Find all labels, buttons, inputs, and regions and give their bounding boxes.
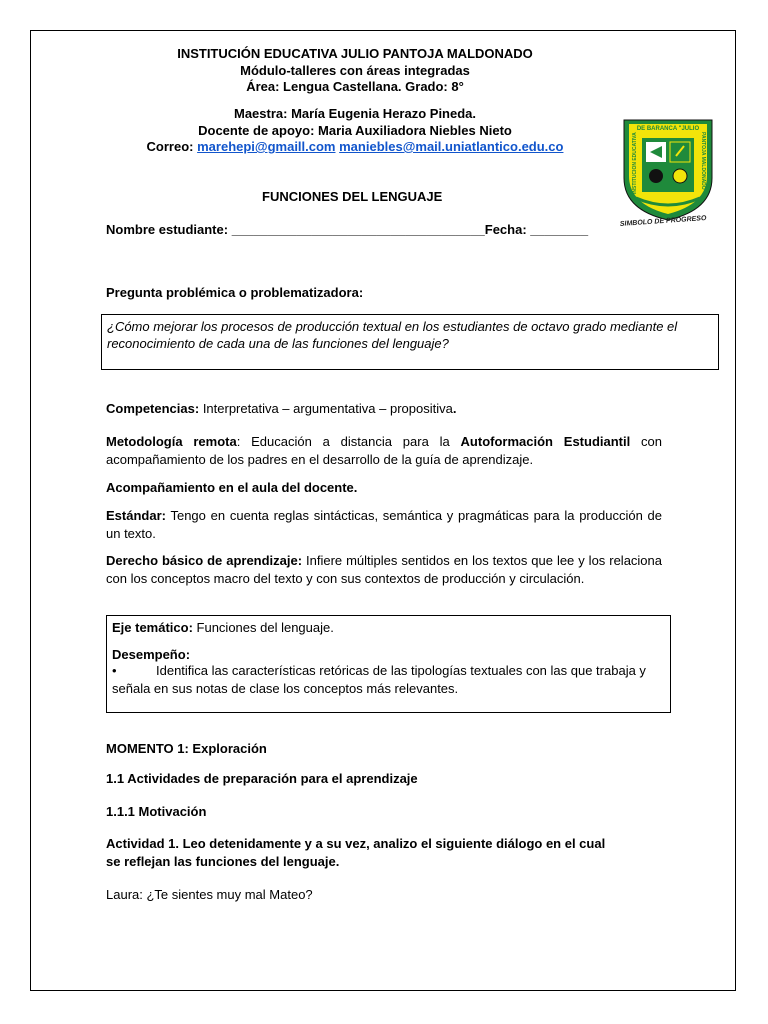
eje-tematico bbox=[112, 619, 665, 637]
name-blank[interactable]: ___________________________________ bbox=[231, 222, 485, 237]
doc-title: FUNCIONES DEL LENGUAJE bbox=[262, 189, 443, 204]
email-line bbox=[30, 139, 680, 155]
date-label: Fecha: bbox=[484, 222, 531, 237]
area-grade: Área: Lengua Castellana. Grado: 8° bbox=[246, 79, 464, 94]
derecho-basico bbox=[106, 552, 662, 588]
bullet-icon: • bbox=[112, 663, 117, 678]
email-link-2[interactable]: maniebles@mail.uniatlantico.edu.co bbox=[339, 139, 564, 154]
logo-right-text: PANTOJA MALDONADO bbox=[700, 132, 706, 190]
problem-heading: Pregunta problémica o problematizadora: bbox=[106, 285, 364, 300]
metodologia-text-1: : Educación a distancia para la bbox=[236, 434, 461, 449]
acompanamiento: Acompañamiento en el aula del docente. bbox=[106, 480, 358, 495]
desempeno-label: Desempeño: bbox=[112, 647, 191, 662]
logo-top-text: DE BARANCA "JULIO bbox=[636, 126, 700, 132]
logo-left-text: INSTITUCION EDUCATIVA bbox=[632, 132, 638, 194]
metodologia-label: Metodología remota bbox=[106, 434, 237, 449]
institution-name: INSTITUCIÓN EDUCATIVA JULIO PANTOJA MALDONADO bbox=[177, 46, 533, 61]
problem-question: ¿Cómo mejorar los procesos de producción textual en los estudiantes de octavo grado mediante el reconocimiento de cada una de las funciones del lenguaje? bbox=[107, 319, 678, 351]
section-1-1-1: 1.1.1 Motivación bbox=[106, 804, 207, 819]
email-link-1[interactable]: marehepi@gmaill.com bbox=[197, 139, 336, 154]
problem-question-box bbox=[101, 314, 719, 370]
logo-motto: SIMBOLO DE PROGRESO bbox=[619, 214, 707, 228]
school-logo bbox=[616, 116, 726, 236]
metodologia-bold: Autoformación Estudiantil bbox=[460, 434, 631, 449]
actividad-line-1: Actividad 1. Leo detenidamente y a su vez, analizo el siguiente diálogo en el cual bbox=[106, 836, 606, 851]
metodologia bbox=[106, 433, 662, 469]
competencias bbox=[106, 400, 662, 418]
eje-tematico-box bbox=[106, 615, 671, 713]
teacher-name: Maestra: María Eugenia Herazo Pineda. bbox=[233, 106, 477, 121]
name-label: Nombre estudiante: bbox=[106, 222, 232, 237]
section-1-1: 1.1 Actividades de preparación para el aprendizaje bbox=[106, 771, 418, 786]
estandar-text: Tengo en cuenta reglas sintácticas, semántica y pragmáticas para la producción de un texto. bbox=[106, 508, 662, 541]
estandar bbox=[106, 507, 662, 543]
dba-text: Infiere múltiples sentidos en los textos que lee y los relaciona con los conceptos macro del texto y con sus contextos de producción y circulación. bbox=[106, 553, 662, 586]
student-line bbox=[106, 221, 588, 239]
support-teacher-name: Docente de apoyo: Maria Auxiliadora Niebles Nieto bbox=[198, 123, 512, 138]
school-shield-icon bbox=[616, 116, 726, 236]
eje-text: Funciones del lenguaje. bbox=[192, 620, 334, 635]
email-label: Correo: bbox=[146, 139, 194, 154]
date-blank[interactable]: ________ bbox=[530, 222, 589, 237]
momento-heading: MOMENTO 1: Exploración bbox=[106, 741, 267, 756]
competencias-label: Competencias: bbox=[106, 401, 200, 416]
competencias-text: Interpretativa – argumentativa – propositiva bbox=[199, 401, 453, 416]
dba-label: Derecho básico de aprendizaje: bbox=[106, 553, 303, 568]
estandar-label: Estándar: bbox=[106, 508, 166, 523]
desempeno-text: Identifica las características retóricas de las tipologías textuales con las que trabaja y señala en sus notas de clase los conceptos más relevantes. bbox=[112, 663, 646, 696]
competencias-end: . bbox=[452, 401, 457, 416]
actividad-line-2: se reflejan las funciones del lenguaje. bbox=[106, 854, 340, 869]
eje-label: Eje temático: bbox=[112, 620, 193, 635]
module-title: Módulo-talleres con áreas integradas bbox=[240, 63, 470, 78]
desempeno-item bbox=[112, 662, 667, 698]
metodologia-text-2: con acompañamiento de los padres en el desarrollo de la guía de aprendizaje. bbox=[106, 434, 662, 467]
dialogue-line: Laura: ¿Te sientes muy mal Mateo? bbox=[106, 887, 313, 902]
